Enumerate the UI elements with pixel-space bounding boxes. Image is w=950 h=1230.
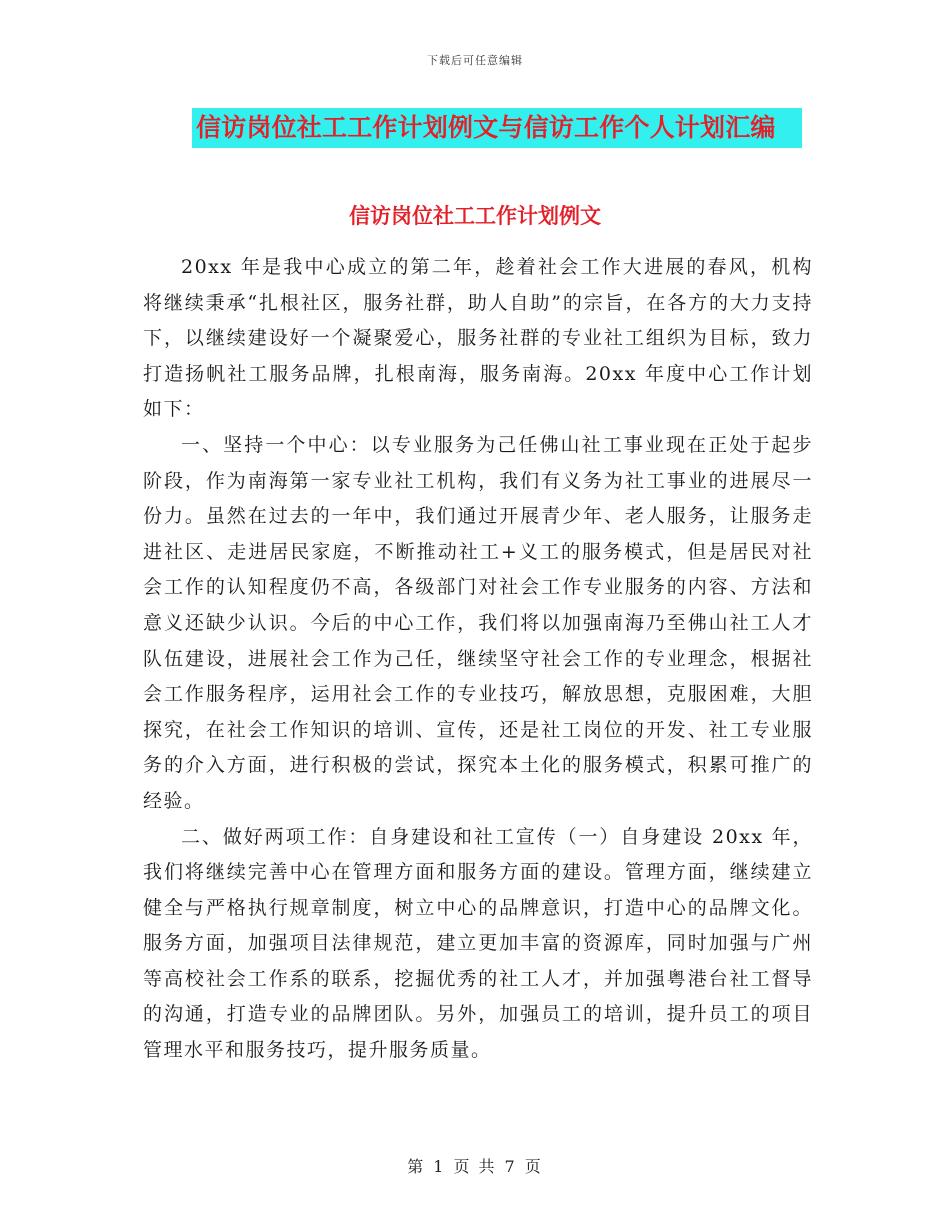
header-note: 下载后可任意编辑 <box>427 54 523 67</box>
body-text <box>143 250 813 1069</box>
page-suffix: 页 <box>524 1157 543 1176</box>
page-prefix: 第 <box>407 1157 426 1176</box>
paragraph-intro: 20xx 年是我中心成立的第二年，趁着社会工作大进展的春风，机构将继续秉承“扎根社区，服务社群，助人自助”的宗旨，在各方的大力支持下，以继续建设好一个凝聚爱心，服务社群的专业社工组织为目标，致力打造扬帆社工服务品牌，扎根南海，服务南海。20xx 年度中心工作计划如下： <box>143 256 813 421</box>
paragraph-one-center: 一、坚持一个中心：以专业服务为己任佛山社工事业现在正处于起步阶段，作为南海第一家专业社工机构，我们有义务为社工事业的进展尽一份力。虽然在过去的一年中，我们通过开展青少年、老人服务，让服务走进社区、走进居民家庭，不断推动社工+义工的服务模式，但是居民对社会工作的认知程度仍不高，各级部门对社会工作专业服务的内容、方法和意义还缺少认识。今后的中心工作，我们将以加强南海乃至佛山社工人才队伍建设，进展社会工作为己任，继续坚守社会工作的专业理念，根据社会工作服务程序，运用社会工作的专业技巧，解放思想，克服困难，大胆探究，在社会工作知识的培训、宣传，还是社工岗位的开发、社工专业服务的介入方面，进行积极的尝试，探究本土化的服务模式，积累可推广的经验。 <box>143 433 813 812</box>
page-middle: 页 共 <box>453 1157 497 1176</box>
page-footer <box>0 1154 950 1177</box>
section-title: 信访岗位社工工作计划例文 <box>349 203 601 228</box>
paragraph-two-tasks: 二、做好两项工作：自身建设和社工宣传（一）自身建设 20xx 年，我们将继续完善中心在管理方面和服务方面的建设。管理方面，继续建立健全与严格执行规章制度，树立中心的品牌意识，打造中心的品牌文化。服务方面，加强项目法律规范，建立更加丰富的资源库，同时加强与广州等高校社会工作系的联系，挖掘优秀的社工人才，并加强粤港台社工督导的沟通，打造专业的品牌团队。另外，加强员工的培训，提升员工的项目管理水平和服务技巧，提升服务质量。 <box>143 825 813 1062</box>
page-total: 7 <box>504 1157 517 1176</box>
page-number: 1 <box>433 1157 446 1176</box>
document-title: 信访岗位社工工作计划例文与信访工作个人计划汇编 <box>192 108 802 148</box>
